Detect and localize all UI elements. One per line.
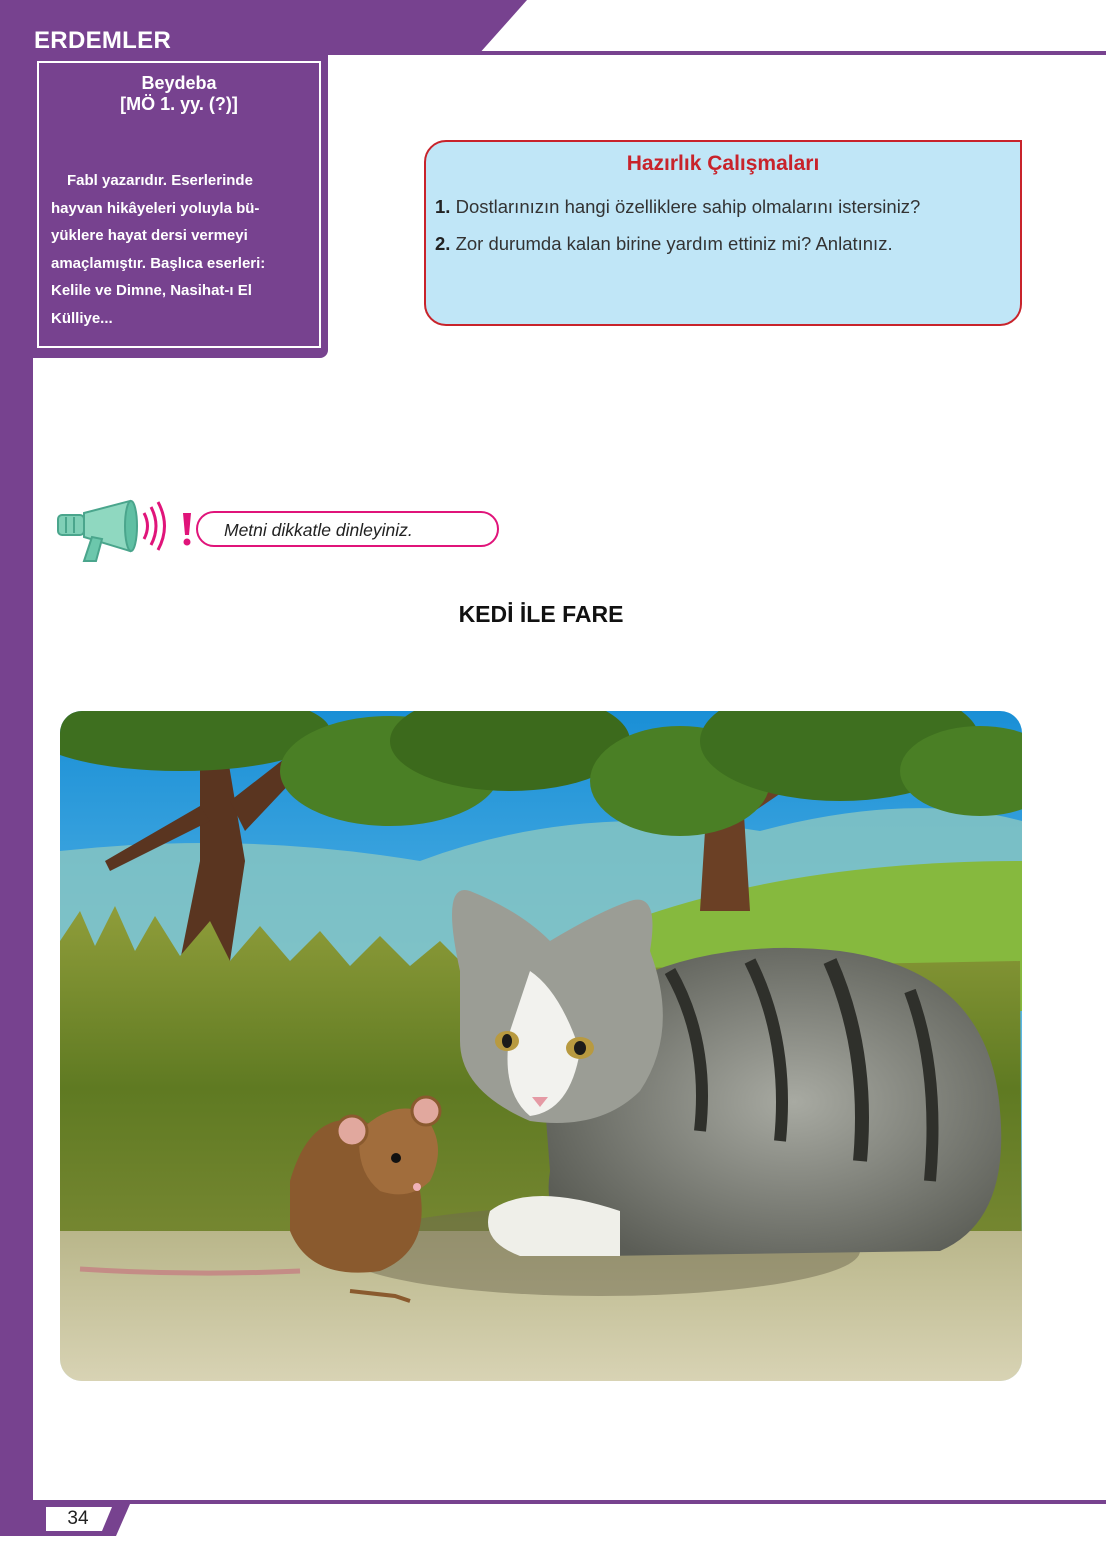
author-frame xyxy=(37,61,321,348)
author-bio-line: amaçlamıştır. Başlıca eserleri: xyxy=(51,254,266,272)
header-rule xyxy=(470,51,1106,55)
story-title: KEDİ İLE FARE xyxy=(458,601,624,627)
preparation-title: Hazırlık Çalışmaları xyxy=(626,152,820,175)
page-number: 34 xyxy=(67,1508,89,1529)
question-text: Dostlarınızın hangi özelliklere sahip olmalarını istersiniz? xyxy=(455,196,921,217)
author-box xyxy=(33,55,328,358)
question-text: Zor durumda kalan birine yardım ettiniz mi? Anlatınız. xyxy=(455,233,893,254)
author-bio xyxy=(51,167,313,332)
exclamation-icon xyxy=(180,511,194,547)
author-bio-line: Külliye... xyxy=(51,309,113,327)
preparation-box xyxy=(424,140,1022,326)
author-bio-line: Fabl yazarıdır. Eserlerinde xyxy=(67,172,253,189)
listening-note xyxy=(196,511,499,547)
author-dates: [MÖ 1. yy. (?)] xyxy=(120,94,238,114)
question-number: 1. xyxy=(435,196,451,217)
author-name: Beydeba xyxy=(141,73,217,93)
section-title: ERDEMLER xyxy=(34,27,172,54)
preparation-question-2 xyxy=(435,233,893,255)
question-number: 2. xyxy=(435,233,451,254)
author-bio-line: hayvan hikâyeleri yoluyla bü- xyxy=(51,199,260,217)
author-bio-line: Kelile ve Dimne, Nasihat-ı El xyxy=(51,282,252,299)
cat-and-mouse-illustration xyxy=(60,711,1022,1381)
footer-rule xyxy=(33,1500,1106,1504)
preparation-question-1 xyxy=(435,196,920,218)
listening-note-text: Metni dikkatle dinleyiniz. xyxy=(224,520,413,540)
author-heading xyxy=(39,73,319,115)
author-bio-line: yüklere hayat dersi vermeyi xyxy=(51,227,248,244)
megaphone-icon xyxy=(56,497,176,567)
left-side-bar xyxy=(0,0,33,1536)
